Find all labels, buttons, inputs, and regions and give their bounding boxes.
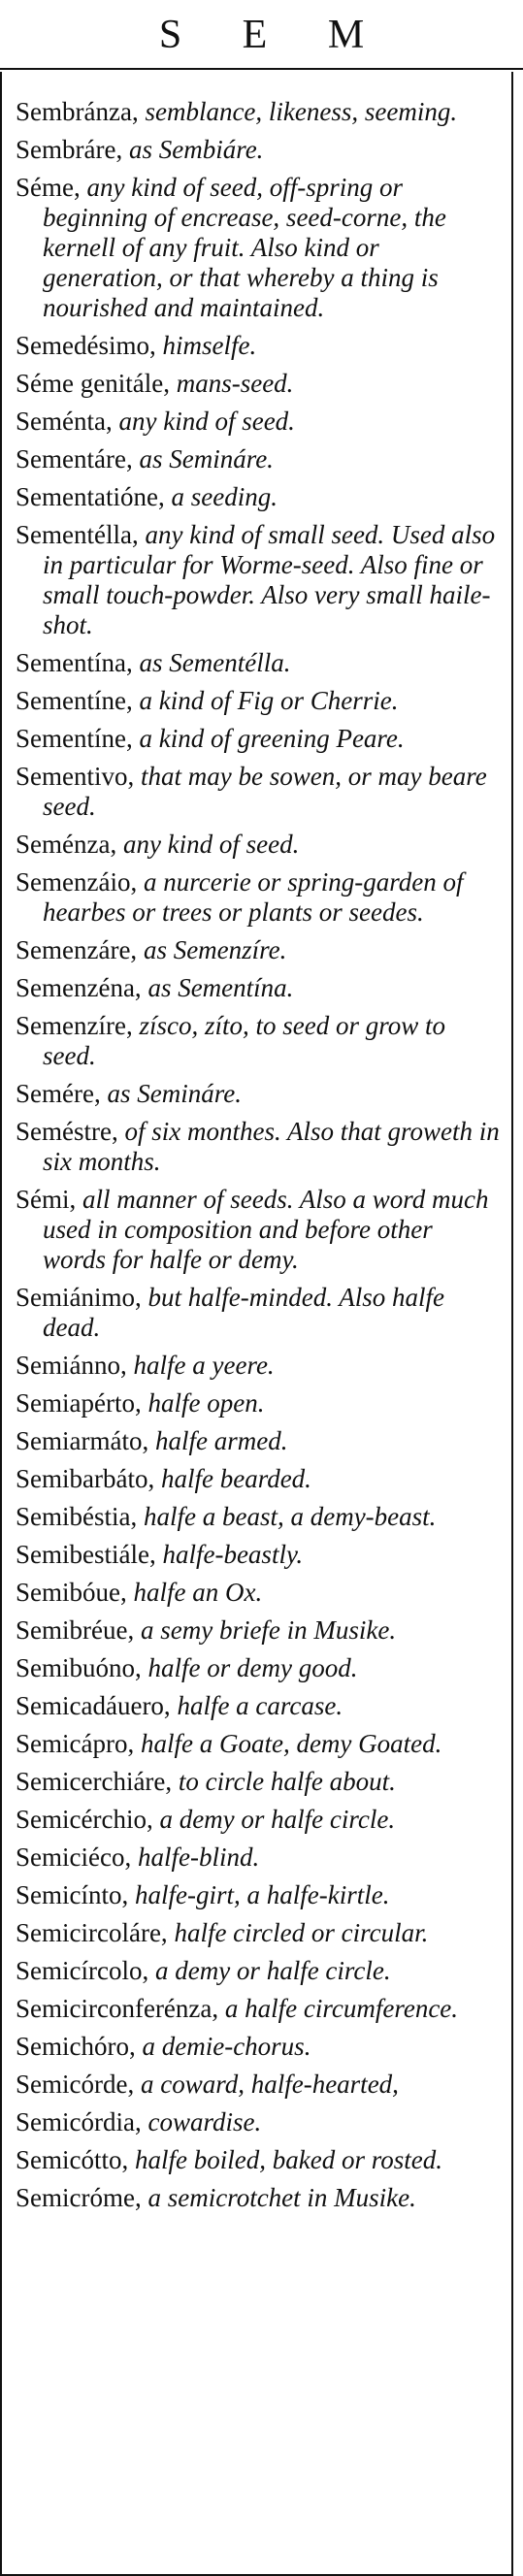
dictionary-entry [16, 173, 502, 323]
entry-headword: Sementína, [16, 648, 133, 677]
entry-definition: zísco, zíto, to seed or grow to seed. [43, 1011, 445, 1070]
entry-headword: Semicírcolo, [16, 1956, 149, 1985]
dictionary-entry [16, 1691, 502, 1721]
dictionary-entry [16, 97, 502, 127]
entry-headword: Semibéstia, [16, 1502, 138, 1531]
entry-headword: Semenzíre, [16, 1011, 133, 1040]
entry-definition: a kind of Fig or Cherrie. [139, 686, 399, 715]
entry-definition: a demy or halfe circle. [159, 1805, 396, 1834]
entry-definition: any kind of seed. [122, 830, 300, 859]
entry-definition: as Sementélla. [139, 648, 291, 677]
dictionary-entry [16, 1011, 502, 1071]
entries-column [0, 72, 513, 2576]
entry-headword: Semicadáuero, [16, 1691, 171, 1720]
entry-headword: Sementivo, [16, 762, 135, 791]
entry-headword: Semenzéna, [16, 973, 142, 1002]
entry-headword: Semibarbáto, [16, 1464, 155, 1493]
entry-definition: a coward, halfe-hearted, [140, 2070, 399, 2099]
entry-headword: Semibuóno, [16, 1653, 142, 1682]
dictionary-entry [16, 2107, 502, 2137]
entry-headword: Sembránza, [16, 97, 139, 126]
entry-headword: Sembráre, [16, 135, 123, 164]
entry-headword: Semibréue, [16, 1615, 135, 1645]
entry-headword: Semedésimo, [16, 331, 156, 360]
entry-definition: of six monthes. Also that groweth in six months. [43, 1117, 500, 1176]
entry-definition: a semy briefe in Musike. [140, 1615, 397, 1645]
entry-definition: cowardise. [147, 2107, 262, 2136]
entry-headword: Semére, [16, 1079, 101, 1108]
entry-definition: a demy or halfe circle. [154, 1956, 391, 1985]
entry-headword: Seménta, [16, 407, 113, 436]
dictionary-entry [16, 1578, 502, 1608]
entry-definition: but halfe-minded. Also halfe dead. [43, 1283, 444, 1342]
entry-definition: a halfe circumference. [224, 1994, 459, 2023]
dictionary-entry [16, 1615, 502, 1646]
entry-definition: halfe a beast, a demy-beast. [143, 1502, 437, 1531]
dictionary-entry [16, 1464, 502, 1494]
entry-headword: Semiarmáto, [16, 1426, 149, 1455]
dictionary-entry [16, 1079, 502, 1109]
dictionary-entry [16, 1502, 502, 1532]
dictionary-entry [16, 1540, 502, 1570]
dictionary-entry [16, 1956, 502, 1986]
entry-definition: a semicrotchet in Musike. [147, 2183, 416, 2212]
entry-definition: as Semenzíre. [143, 935, 287, 964]
entry-headword: Semiciéco, [16, 1842, 132, 1872]
dictionary-entry [16, 762, 502, 822]
entry-headword: Semicápro, [16, 1729, 135, 1758]
entry-headword: Semicérchio, [16, 1805, 153, 1834]
entry-headword: Semiapérto, [16, 1388, 142, 1418]
dictionary-entry [16, 867, 502, 928]
dictionary-entry [16, 1880, 502, 1910]
dictionary-entry [16, 2070, 502, 2100]
dictionary-entry [16, 686, 502, 716]
dictionary-entry [16, 830, 502, 860]
entry-headword: Sementáre, [16, 444, 133, 473]
entry-headword: Semicórde, [16, 2070, 135, 2099]
entry-definition: halfe bearded. [160, 1464, 311, 1493]
entry-headword: Séme, [16, 173, 81, 202]
entry-definition: as Sementína. [147, 973, 294, 1002]
entry-headword: Semibestiále, [16, 1540, 156, 1569]
entry-definition: a kind of greening Peare. [139, 724, 405, 753]
entry-headword: Semibóue, [16, 1578, 127, 1607]
dictionary-entry [16, 331, 502, 361]
dictionary-entry [16, 482, 502, 512]
entry-headword: Semenzáio, [16, 867, 138, 897]
dictionary-entry [16, 1842, 502, 1873]
entry-definition: halfe armed. [154, 1426, 288, 1455]
entry-headword: Semicínto, [16, 1880, 129, 1909]
entry-definition: a demie-chorus. [142, 2032, 311, 2061]
entry-headword: Séme genitále, [16, 369, 170, 398]
entry-headword: Semiánno, [16, 1351, 127, 1380]
entry-headword: Semicótto, [16, 2145, 129, 2174]
entry-definition: a seeding. [171, 482, 278, 511]
entry-headword: Semicirconferénza, [16, 1994, 219, 2023]
dictionary-entry [16, 1729, 502, 1759]
dictionary-entry [16, 1117, 502, 1177]
entry-definition: halfe a yeere. [133, 1351, 275, 1380]
dictionary-entry [16, 724, 502, 754]
dictionary-entry [16, 520, 502, 640]
entry-definition: halfe a Goate, demy Goated. [140, 1729, 442, 1758]
dictionary-entry [16, 2032, 502, 2062]
dictionary-entry [16, 407, 502, 437]
entry-definition: halfe open. [147, 1388, 265, 1418]
entry-definition: semblance, likeness, seeming. [145, 97, 458, 126]
entry-definition: any kind of seed, off-spring or beginning of encrease, seed-corne, the kernell of any fruit. Also kind or generation, or that whereby a thing is nourished and maintained. [43, 173, 446, 322]
dictionary-entry [16, 973, 502, 1003]
dictionary-entry [16, 1185, 502, 1275]
dictionary-entry [16, 1283, 502, 1343]
dictionary-entry [16, 1351, 502, 1381]
entry-definition: as Semináre. [139, 444, 274, 473]
entry-definition: to circle halfe about. [178, 1767, 396, 1796]
dictionary-entry [16, 935, 502, 965]
entry-definition: that may be sowen, or may beare seed. [43, 762, 487, 821]
entry-headword: Sementíne, [16, 724, 133, 753]
dictionary-entry [16, 1653, 502, 1683]
entry-headword: Semicórdia, [16, 2107, 142, 2136]
entry-headword: Semichóro, [16, 2032, 136, 2061]
entry-definition: halfe an Ox. [133, 1578, 263, 1607]
dictionary-entry [16, 1918, 502, 1948]
entry-definition: mans-seed. [176, 369, 294, 398]
running-head: S E M [0, 0, 523, 70]
dictionary-entry [16, 648, 502, 678]
dictionary-entry [16, 1805, 502, 1835]
entry-headword: Semicircoláre, [16, 1918, 168, 1947]
dictionary-entry [16, 1388, 502, 1418]
entry-headword: Sementélla, [16, 520, 139, 549]
entry-definition: as Sembiáre. [128, 135, 264, 164]
dictionary-entry [16, 135, 502, 165]
entry-definition: any kind of small seed. Used also in particular for Worme-seed. Also fine or small touch-powder. Also very small haile-shot. [43, 520, 496, 639]
entry-definition: as Semináre. [107, 1079, 242, 1108]
entry-definition: halfe a carcase. [177, 1691, 343, 1720]
entry-headword: Semicróme, [16, 2183, 142, 2212]
entry-headword: Sementíne, [16, 686, 133, 715]
entry-headword: Sementatióne, [16, 482, 165, 511]
entry-definition: halfe or demy good. [147, 1653, 358, 1682]
dictionary-entry [16, 1994, 502, 2024]
entry-headword: Sémi, [16, 1185, 77, 1214]
dictionary-entry [16, 2145, 502, 2175]
dictionary-entry [16, 1767, 502, 1797]
dictionary-entry [16, 369, 502, 399]
entry-definition: a nurcerie or spring-garden of hearbes or trees or plants or seedes. [43, 867, 464, 927]
dictionary-entry [16, 1426, 502, 1456]
entry-headword: Semenzáre, [16, 935, 138, 964]
entry-definition: halfe-girt, a halfe-kirtle. [135, 1880, 390, 1909]
entry-headword: Seméstre, [16, 1117, 118, 1146]
entry-headword: Seménza, [16, 830, 117, 859]
entry-definition: halfe boiled, baked or rosted. [135, 2145, 442, 2174]
entry-definition: halfe-blind. [137, 1842, 260, 1872]
entry-headword: Semiánimo, [16, 1283, 142, 1312]
entry-definition: all manner of seeds. Also a word much used in composition and before other words for halfe or demy. [43, 1185, 489, 1274]
entry-definition: any kind of seed. [118, 407, 295, 436]
entry-headword: Semicerchiáre, [16, 1767, 173, 1796]
dictionary-entry [16, 444, 502, 474]
entry-definition: halfe circled or circular. [174, 1918, 429, 1947]
dictionary-entry [16, 2183, 502, 2213]
entry-definition: halfe-beastly. [162, 1540, 304, 1569]
entry-definition: himselfe. [162, 331, 257, 360]
